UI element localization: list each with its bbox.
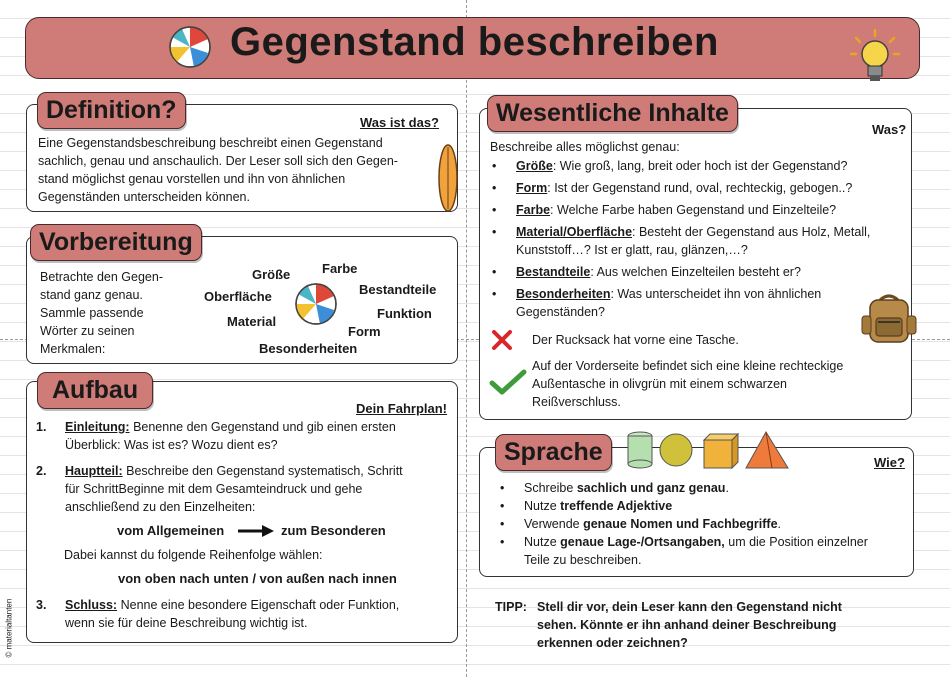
backpack-icon [860,292,918,346]
tipp-label: TIPP: [495,600,527,614]
tipp-text [537,598,897,652]
aufbau-item-line: Nenne eine besondere Eigenschaft oder Funktion, [120,598,400,612]
example-right-line: Reißverschluss. [532,395,621,409]
beach-ball-icon [168,25,212,69]
beach-ball-icon [294,282,338,326]
order-intro: Dabei kannst du folgende Reihenfolge wählen: [64,548,323,562]
order-text: von oben nach unten / von außen nach innen [118,571,397,586]
inhalte-key: Bestandteile [516,265,591,279]
bullet: • [492,203,497,217]
inhalte-key: Besonderheiten [516,287,611,301]
aufbau-item-label: Einleitung: [65,420,130,434]
lightbulb-icon [850,28,900,90]
aufbau-heading: Aufbau [37,372,153,409]
surfboard-icon [436,143,460,213]
vorbereitung-line: Merkmalen: [40,342,106,356]
word-form: Form [348,324,381,339]
aufbau-plan: Dein Fahrplan! [356,401,448,416]
word-farbe: Farbe [322,261,358,276]
cross-icon [491,329,513,351]
copyright: © materialtanten [4,598,14,658]
bullet: • [492,287,497,301]
definition-line: Eine Gegenstandsbeschreibung beschreibt einen Gegenstand [38,136,383,150]
bullet: • [492,181,497,195]
vorbereitung-line: stand ganz genau. [40,288,143,302]
sprache-text: . [777,517,782,531]
inhalte-text: : Aus welchen Einzelteilen besteht er? [590,265,801,279]
sprache-bold: sachlich und ganz genau [576,481,726,495]
sprache-list [500,479,905,569]
example-wrong: Der Rucksack hat vorne eine Tasche. [532,333,739,347]
definition-line: sachlich, genau und anschaulich. Der Leser soll sich den Gegen- [38,154,398,168]
example-right [532,357,902,411]
word-besonderheiten: Besonderheiten [259,341,358,356]
inhalte-text: : Welche Farbe haben Gegenstand und Einzelteile? [550,203,837,217]
aufbau-item-number: 3. [36,598,47,612]
vorbereitung-heading: Vorbereitung [30,224,202,261]
inhalte-key: Material/Oberfläche [516,225,633,239]
bullet: • [500,481,505,495]
vorbereitung-line: Sammle passende [40,306,144,320]
sprache-text: Verwende [524,517,584,531]
vorbereitung-line: Wörter zu seinen [40,324,135,338]
word-groesse: Größe [252,267,291,282]
aufbau-item-1 [36,418,446,454]
inhalte-text: : Ist der Gegenstand rund, oval, rechteckig, gebogen..? [547,181,853,195]
inhalte-key: Größe [516,159,553,173]
sprache-bold: treffende Adjektive [560,499,673,513]
bullet: • [492,225,497,239]
aufbau-item-line: Überblick: Was ist es? Wozu dient es? [65,438,278,452]
aufbau-item-line: wenn sie für deine Beschreibung wichtig ist. [65,616,308,630]
aufbau-item-number: 1. [36,420,47,434]
aufbau-item-2 [36,462,446,516]
bullet: • [500,499,505,513]
shapes-icon [624,430,792,470]
definition-question: Was ist das? [360,115,439,130]
bullet: • [500,535,505,549]
inhalte-list [490,157,900,325]
sprache-text: Teile zu beschreiben. [524,553,642,567]
word-material: Material [227,314,277,329]
aufbau-item-line: Benenne den Gegenstand und gib einen ersten [133,420,396,434]
inhalte-question: Was? [872,122,907,137]
from-general: vom Allgemeinen [117,523,225,538]
inhalte-heading: Wesentliche Inhalte [487,95,738,132]
sprache-heading: Sprache [495,434,612,471]
aufbau-item-line: für SchrittBeginne mit dem Gesamteindruck und gehe [65,482,363,496]
definition-text [38,134,438,206]
sprache-text: . [725,481,729,495]
definition-line: stand möglichst genau vorstellen und ihn von ähnlichen [38,172,346,186]
tipp-line: sehen. Könnte er ihn anhand deiner Beschreibung [537,618,837,632]
aufbau-item-line: Beschreibe den Gegenstand systematisch, Schritt [126,464,403,478]
definition-heading: Definition? [37,92,186,129]
aufbau-item-3 [36,596,446,632]
aufbau-item-label: Schluss: [65,598,118,612]
bullet: • [492,159,497,173]
inhalte-key: Form [516,181,548,195]
tipp-line: erkennen oder zeichnen? [537,636,688,650]
sprache-bold: genaue Nomen und Fachbegriffe [583,517,778,531]
aufbau-item-number: 2. [36,464,47,478]
bullet: • [500,517,505,531]
sprache-bold: genaue Lage-/Ortsangaben, [560,535,725,549]
tipp-line: Stell dir vor, dein Leser kann den Gegenstand nicht [537,600,842,614]
sprache-text: Nutze [524,499,561,513]
sprache-text: Nutze [524,535,561,549]
page-title: Gegenstand beschreiben [230,20,719,64]
to-specific: zum Besonderen [281,523,386,538]
aufbau-item-line: anschließend zu den Einzelheiten: [65,500,256,514]
word-oberflaeche: Oberfläche [204,289,272,304]
definition-line: Gegenständen unterscheiden können. [38,190,250,204]
inhalte-text: Kunststoff…? Ist er glatt, rau, glänzen,…? [516,243,748,257]
sprache-question: Wie? [874,455,905,470]
word-bestandteile: Bestandteile [359,282,437,297]
vorbereitung-text [40,268,190,358]
example-right-line: Auf der Vorderseite befindet sich eine kleine rechteckige [532,359,844,373]
inhalte-key: Farbe [516,203,551,217]
inhalte-text: : Wie groß, lang, breit oder hoch ist der Gegenstand? [552,159,848,173]
sprache-text: Schreibe [524,481,577,495]
vorbereitung-line: Betrachte den Gegen- [40,270,163,284]
inhalte-text: Gegenständen? [516,305,605,319]
inhalte-text: : Was unterscheidet ihn von ähnlichen [610,287,822,301]
aufbau-item-label: Hauptteil: [65,464,123,478]
bullet: • [492,265,497,279]
check-icon [489,368,527,396]
example-right-line: Außentasche in olivgrün mit einem schwarzen [532,377,787,391]
sprache-text: um die Position einzelner [724,535,868,549]
inhalte-text: : Besteht der Gegenstand aus Holz, Metall, [632,225,871,239]
word-funktion: Funktion [377,306,432,321]
arrow-right-icon [236,523,276,539]
inhalte-intro: Beschreibe alles möglichst genau: [490,140,680,154]
